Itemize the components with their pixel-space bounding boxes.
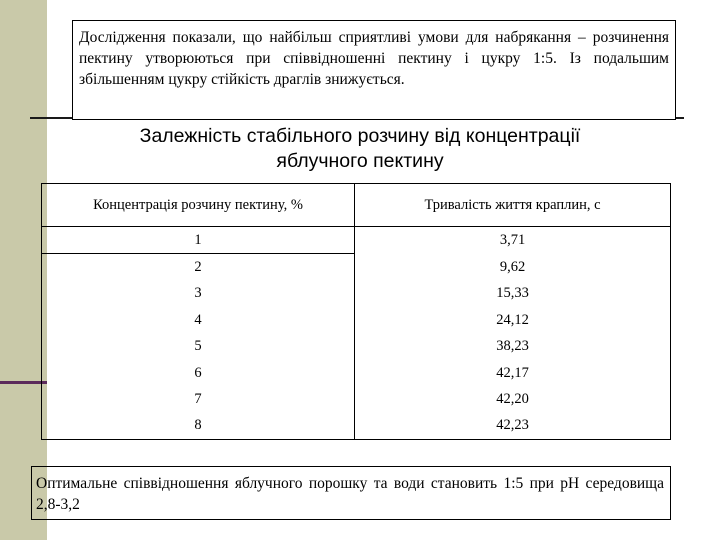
cell-concentration: 7: [42, 386, 355, 412]
header-lifetime: Тривалість життя краплин, с: [355, 184, 671, 227]
conclusion-text: Оптимальне співвідношення яблучного порошку та води становить 1:5 при pH середовища 2,8-3,2: [36, 475, 664, 513]
decorative-side-bar: [0, 0, 47, 540]
cell-concentration: 5: [42, 334, 355, 360]
accent-divider: [0, 381, 47, 384]
cell-concentration: 1: [42, 227, 355, 254]
cell-lifetime: 9,62: [355, 254, 671, 281]
table-header-row: [42, 184, 671, 227]
intro-text-box: [72, 20, 676, 120]
cell-concentration: 2: [42, 254, 355, 281]
cell-concentration: 8: [42, 413, 355, 440]
table-row: [42, 307, 671, 333]
table-row: [42, 227, 671, 254]
table-heading: [60, 124, 660, 174]
table-row: [42, 281, 671, 307]
table-row: [42, 360, 671, 386]
table-heading-line-1: Залежність стабільного розчину від концентрації: [139, 125, 581, 147]
cell-lifetime: 15,33: [355, 281, 671, 307]
table-heading-line-2: яблучного пектину: [276, 150, 444, 172]
cell-lifetime: 24,12: [355, 307, 671, 333]
data-table: [41, 183, 671, 440]
table-row: [42, 254, 671, 281]
table-row: [42, 413, 671, 440]
cell-lifetime: 42,17: [355, 360, 671, 386]
table-row: [42, 334, 671, 360]
intro-text: Дослідження показали, що найбільш сприятливі умови для набрякання – розчинення пектину утворюються при співвідношенні пектину і цукру 1:5. Із подальшим збільшенням цукру стійкість драглів знижується.: [79, 29, 669, 88]
cell-concentration: 3: [42, 281, 355, 307]
cell-lifetime: 38,23: [355, 334, 671, 360]
cell-concentration: 6: [42, 360, 355, 386]
table-row: [42, 386, 671, 412]
header-concentration: Концентрація розчину пектину, %: [42, 184, 355, 227]
cell-lifetime: 42,20: [355, 386, 671, 412]
cell-concentration: 4: [42, 307, 355, 333]
cell-lifetime: 3,71: [355, 227, 671, 254]
cell-lifetime: 42,23: [355, 413, 671, 440]
conclusion-text-box: [31, 466, 671, 520]
